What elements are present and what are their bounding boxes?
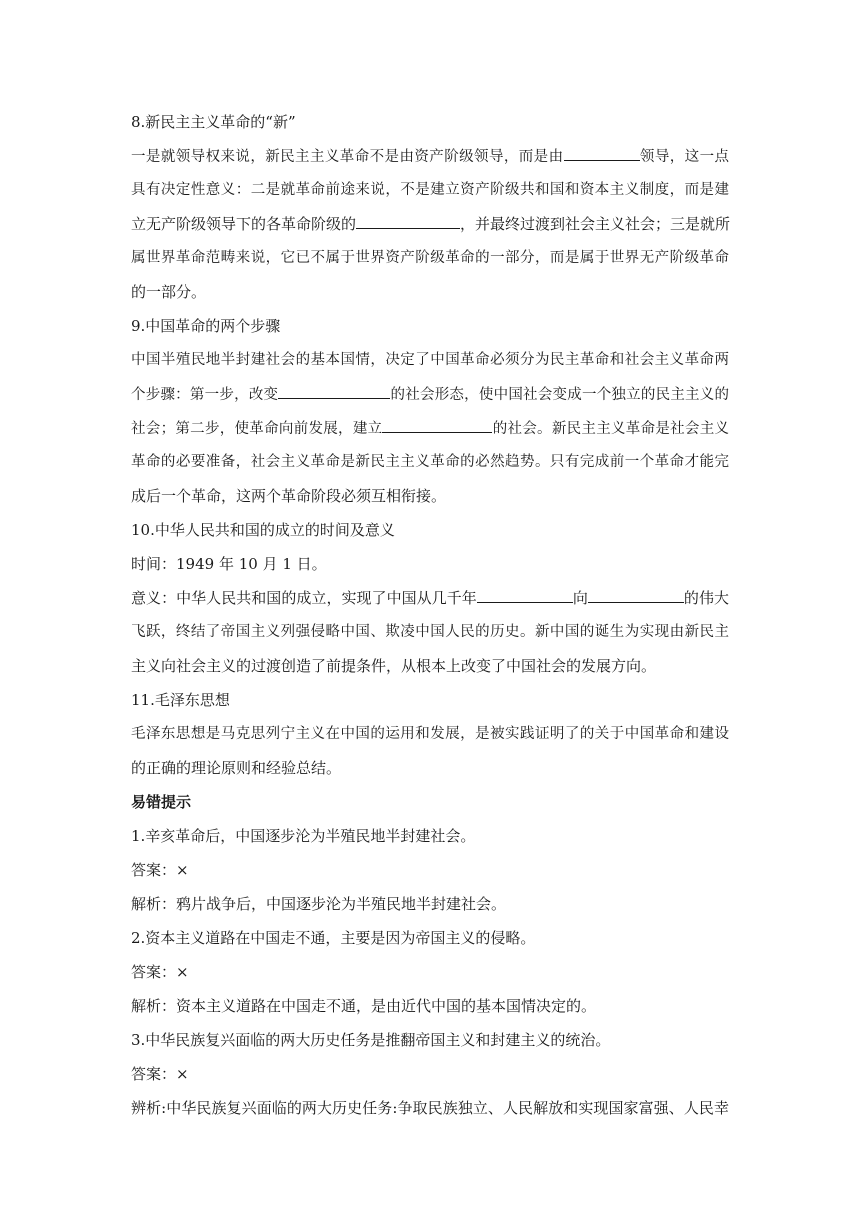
section-9-title: 9.中国革命的两个步骤 bbox=[131, 317, 281, 335]
section-9-line-5: 成后一个革命，这两个革命阶段必须互相衔接。 bbox=[131, 487, 447, 505]
tip-question-3: 3.中华民族复兴面临的两大历史任务是推翻帝国主义和封建主义的统治。 bbox=[131, 1031, 611, 1049]
section-11-title: 11.毛泽东思想 bbox=[131, 691, 230, 709]
tip-explanation-1: 解析：鸦片战争后，中国逐步沦为半殖民地半封建社会。 bbox=[131, 895, 507, 913]
tip-question-2: 2.资本主义道路在中国走不通，主要是因为帝国主义的侵略。 bbox=[131, 929, 536, 947]
fill-blank bbox=[356, 214, 460, 229]
section-10-line-1: 意义：中华人民共和国的成立，实现了中国从几千年 向 的伟大 bbox=[131, 589, 729, 607]
fill-blank bbox=[477, 588, 573, 603]
tip-explanation-2: 解析：资本主义道路在中国走不通，是由近代中国的基本国情决定的。 bbox=[131, 997, 597, 1015]
tip-answer-2: 答案：× bbox=[131, 963, 189, 981]
tip-answer-1: 答案：× bbox=[131, 861, 189, 879]
section-10-line-3: 主义向社会主义的过渡创造了前提条件，从根本上改变了中国社会的发展方向。 bbox=[131, 657, 657, 675]
tip-explanation-3: 辨析:中华民族复兴面临的两大历史任务:争取民族独立、人民解放和实现国家富强、人民幸 bbox=[131, 1099, 729, 1117]
section-8-line-2: 具有决定性意义：二是就革命前途来说，不是建立资产阶级共和国和资本主义制度，而是建 bbox=[131, 182, 729, 198]
tips-heading: 易错提示 bbox=[131, 793, 192, 811]
fill-blank bbox=[278, 384, 390, 399]
section-9-line-2: 个步骤：第一步，改变 的社会形态，使中国社会变成一个独立的民主主义的 bbox=[131, 384, 729, 405]
section-8-title: 8.新民主主义革命的“新” bbox=[131, 113, 296, 131]
fill-blank bbox=[382, 418, 492, 433]
section-10-title: 10.中华人民共和国的成立的时间及意义 bbox=[131, 521, 395, 539]
fill-blank bbox=[564, 146, 640, 161]
section-8-line-5: 的一部分。 bbox=[131, 283, 207, 301]
section-9-line-4: 革命的必要准备，社会主义革命是新民主主义革命的必然趋势。只有完成前一个革命才能完 bbox=[131, 454, 729, 470]
section-9-line-1: 中国半殖民地半封建社会的基本国情，决定了中国革命必须分为民主革命和社会主义革命两 bbox=[131, 352, 729, 368]
tip-question-1: 1.辛亥革命后，中国逐步沦为半殖民地半封建社会。 bbox=[131, 827, 476, 845]
section-11-line-1: 毛泽东思想是马克思列宁主义在中国的运用和发展，是被实践证明了的关于中国革命和建设 bbox=[131, 726, 729, 742]
section-11-line-2: 的正确的理论原则和经验总结。 bbox=[131, 759, 342, 777]
tip-answer-3: 答案：× bbox=[131, 1065, 189, 1083]
section-10-line-2: 飞跃，终结了帝国主义列强侵略中国、欺凌中国人民的历史。新中国的诞生为实现由新民主 bbox=[131, 624, 729, 640]
section-10-time: 时间：1949 年 10 月 1 日。 bbox=[131, 555, 327, 573]
section-9-line-3: 社会；第二步，使革命向前发展，建立 的社会。新民主主义革命是社会主义 bbox=[131, 418, 729, 439]
section-8-line-4: 属世界革命范畴来说，它已不属于世界资产阶级革命的一部分，而是属于世界无产阶级革命 bbox=[131, 250, 729, 266]
fill-blank bbox=[588, 588, 684, 603]
section-8-line-3: 立无产阶级领导下的各革命阶级的 ，并最终过渡到社会主义社会；三是就所 bbox=[131, 215, 731, 233]
section-8-line-1: 一是就领导权来说，新民主主义革命不是由资产阶级领导，而是由 领导，这一点 bbox=[131, 146, 729, 167]
